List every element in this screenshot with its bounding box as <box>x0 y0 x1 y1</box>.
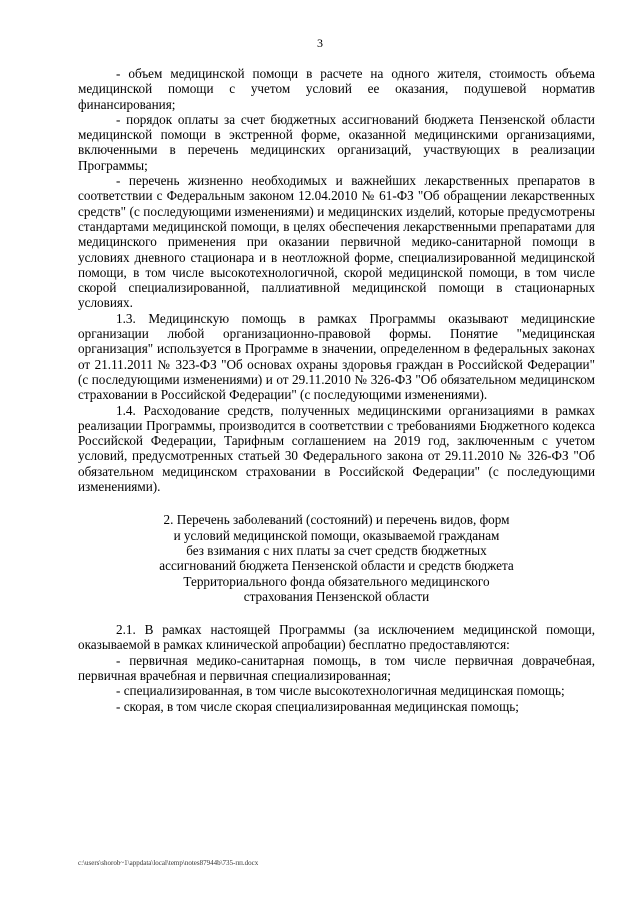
list-item-specialized-care: - специализированная, в том числе высокотехнологичная медицинская помощь; <box>116 683 565 699</box>
section-2-heading-line: и условий медицинской помощи, оказываемой гражданам <box>173 527 500 543</box>
footer-file-path: c:\users\shorob~1\appdata\local\temp\notes87944b\735-пп.docx <box>78 859 259 867</box>
clause-2-1: 2.1. В рамках настоящей Программы (за исключением медицинской помощи, оказываемой в рамках клинической апробации) бесплатно предоставляются: <box>78 622 595 653</box>
document-body <box>78 66 595 714</box>
page-number: 3 <box>317 36 323 50</box>
section-2-heading <box>78 512 595 604</box>
section-2-heading-line: ассигнований бюджета Пензенской области и средств бюджета <box>159 558 514 574</box>
list-item-payment-procedure: - порядок оплаты за счет бюджетных ассигнований бюджета Пензенской области медицинской помощи в экстренной форме, оказанной медицинскими организациями, включенными в перечень медицинских организаций, участвующих в реализации Программы; <box>78 111 595 173</box>
list-item-essential-drugs: - перечень жизненно необходимых и важнейших лекарственных препаратов в соответствии с Федеральным законом 12.04.2010 № 61-ФЗ "Об обращении лекарственных средств" (с последующими изменениями) и медицинских изделий, которые предусмотрены стандартами медицинской помощи, в целях обеспечения лекарственными препаратами для медицинского применения при оказании первичной медико-санитарной помощи в условиях дневного стационара и в неотложной форме, специализированной медицинской помощи, в том числе высокотехнологичной, скорой медицинской помощи, в том числе скорой специализированной, паллиативной медицинской помощи в стационарных условиях. <box>78 173 595 311</box>
section-2-heading-line: без взимания с них платы за счет средств бюджетных <box>186 542 487 558</box>
section-2-heading-line: 2. Перечень заболеваний (состояний) и перечень видов, форм <box>163 512 510 528</box>
clause-1-3: 1.3. Медицинскую помощь в рамках Программы оказывают медицинские организации любой организационно-правовой формы. Понятие "медицинская организация" используется в Программе в значении, определенном в федеральных законах от 21.11.2011 № 323-ФЗ "Об основах охраны здоровья граждан в Российской Федерации" (с последующими изменениями) и от 29.11.2010 № 326-ФЗ "Об обязательном медицинском страховании в Российской Федерации" (с последующими изменениями). <box>78 310 595 403</box>
section-2-heading-line: страхования Пензенской области <box>243 588 430 604</box>
list-item-volume-of-care: - объем медицинской помощи в расчете на одного жителя, стоимость объема медицинской помощи с учетом условий ее оказания, подушевой норматив финансирования; <box>78 66 595 112</box>
list-item-emergency-care: - скорая, в том числе скорая специализированная медицинская помощь; <box>116 698 519 714</box>
list-item-primary-care: - первичная медико-санитарная помощь, в том числе первичная доврачебная, первичная врачебная и первичная специализированная; <box>78 652 595 683</box>
clause-1-4: 1.4. Расходование средств, полученных медицинскими организациями в рамках реализации Программы, производится в соответствии с требованиями Бюджетного кодекса Российской Федерации, Тарифным соглашением на 2019 год, заключенным с учетом условий, предусмотренных статьей 30 Федерального закона от 29.11.2010 № 326-ФЗ "Об обязательном медицинском страховании в Российской Федерации" (с последующими изменениями). <box>78 402 595 495</box>
section-2-heading-line: Территориального фонда обязательного медицинского <box>183 573 490 589</box>
